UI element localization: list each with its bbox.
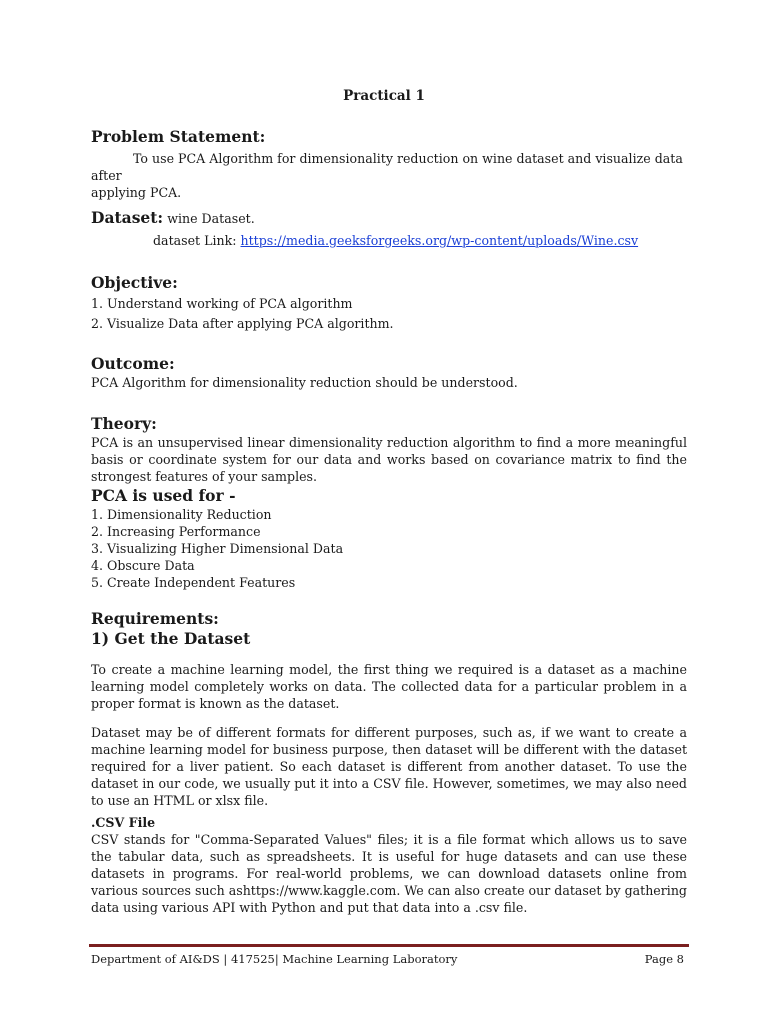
page-number: Page 8 [644, 952, 684, 966]
footer-rule [89, 944, 689, 947]
requirements-para1: To create a machine learning model, the first thing we required is a dataset as a machine learning model completely works on data. The collected data for a particular problem in a proper format is known as the dataset. [91, 662, 687, 711]
requirements-section [91, 609, 687, 809]
objective-heading: Objective: [91, 273, 178, 292]
problem-heading: Problem Statement: [91, 127, 266, 146]
dataset-value: wine Dataset. [167, 211, 255, 226]
outcome-text: PCA Algorithm for dimensionality reduction should be understood. [91, 375, 518, 390]
dataset-heading: Dataset: [91, 208, 164, 227]
requirements-subheading: 1) Get the Dataset [91, 629, 251, 648]
problem-text-line2: applying PCA. [91, 185, 182, 200]
problem-text-line1: To use PCA Algorithm for dimensionality reduction on wine dataset and visualize data after [91, 151, 683, 183]
pca-used-section [91, 486, 687, 591]
footer-left: Department of AI&DS | 417525| Machine Learning Laboratory [91, 952, 458, 966]
requirements-heading: Requirements: [91, 609, 219, 628]
pca-used-item: 5. Create Independent Features [91, 575, 296, 590]
theory-text: PCA is an unsupervised linear dimensionality reduction algorithm to find a more meaningful basis or coordinate system for our data and works based on covariance matrix to find the strongest features of your samples. [91, 435, 687, 484]
csv-para: CSV stands for "Comma-Separated Values" files; it is a file format which allows us to save the tabular data, such as spreadsheets. It is useful for huge datasets and can use these datasets in programs. For real-world problems, we can download datasets online from various sources such ashttps://www.kaggle.com. We can also create our dataset by gathering data using various API with Python and put that data into a .csv file. [91, 832, 687, 915]
pca-used-item: 1. Dimensionality Reduction [91, 507, 272, 522]
dataset-link[interactable]: https://media.geeksforgeeks.org/wp-content/uploads/Wine.csv [240, 233, 639, 248]
pca-used-item: 3. Visualizing Higher Dimensional Data [91, 541, 344, 556]
objective-section [91, 273, 687, 332]
objective-item: 2. Visualize Data after applying PCA algorithm. [91, 316, 394, 331]
objective-item: 1. Understand working of PCA algorithm [91, 296, 353, 311]
page-title: Practical 1 [343, 88, 425, 104]
outcome-heading: Outcome: [91, 354, 175, 373]
requirements-para2: Dataset may be of different formats for different purposes, such as, if we want to create a machine learning model for business purpose, then dataset will be different with the dataset required for a liver patient. So each dataset is different from another dataset. To use the dataset in our code, we usually put it into a CSV file. However, sometimes, we may also need to use an HTML or xlsx file. [91, 725, 687, 808]
pca-used-item: 2. Increasing Performance [91, 524, 261, 539]
theory-heading: Theory: [91, 414, 157, 433]
problem-section [91, 127, 687, 201]
dataset-link-label: dataset Link: [153, 233, 237, 248]
pca-used-item: 4. Obscure Data [91, 558, 195, 573]
dataset-section [91, 209, 687, 249]
theory-section [91, 414, 687, 485]
pca-used-heading: PCA is used for - [91, 486, 236, 505]
outcome-section [91, 354, 687, 391]
csv-heading: .CSV File [91, 815, 156, 830]
csv-section [91, 814, 687, 916]
